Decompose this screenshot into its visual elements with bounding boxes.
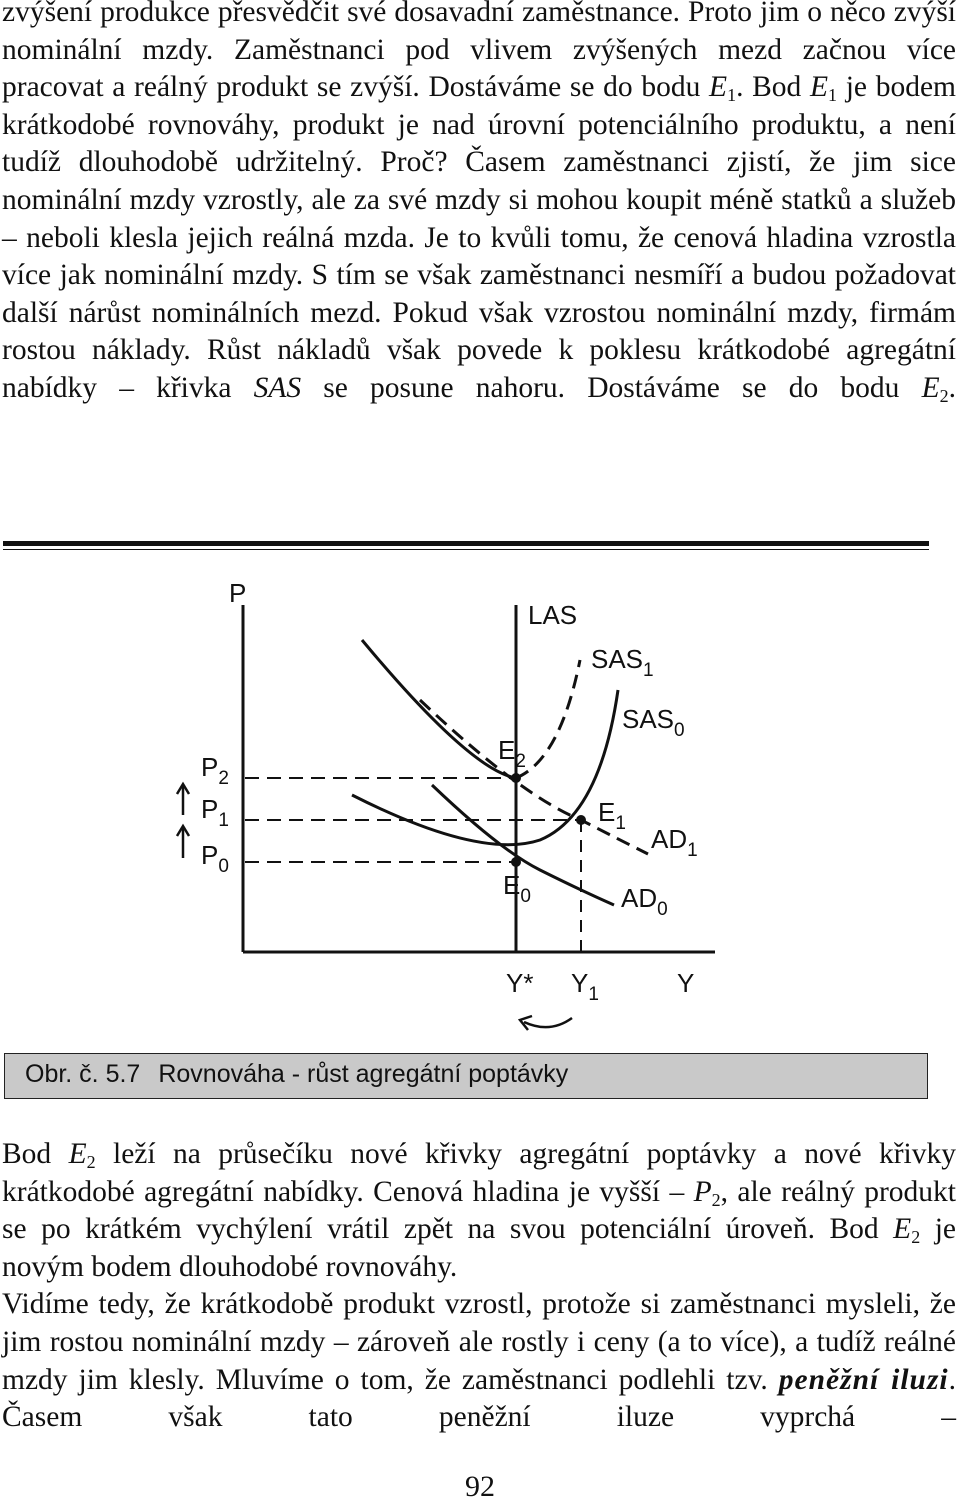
e2-point [511, 773, 521, 783]
e0-label: $E_0$ [503, 870, 531, 907]
e1-point [576, 815, 586, 825]
p1-label: $P_1$ [201, 794, 229, 831]
p0-label: $P_0$ [201, 840, 229, 877]
e0-point [511, 857, 521, 867]
symbol-sas: SAS [253, 371, 302, 404]
text-run: je novým bodem dlouhodobé rovnováhy. [2, 1213, 956, 1283]
paragraph-bottom-2 [2, 1286, 956, 1436]
sas1-curve [362, 640, 516, 778]
figure-top-rule-thin [3, 549, 929, 550]
text-run: . Bod [736, 71, 810, 104]
subscript: 1 [828, 85, 838, 106]
ad1-label: $AD_1$ [651, 824, 698, 861]
subscript: 1 [727, 85, 737, 106]
figure-top-rule [3, 541, 929, 546]
symbol-e2: E [921, 371, 940, 404]
arrow-up-icon [177, 784, 189, 815]
paragraph-top-text [2, 0, 956, 408]
text-run: . [948, 371, 956, 404]
caption-title: Rovnováha - růst agregátní poptávky [158, 1060, 569, 1088]
subscript: 2 [86, 1152, 96, 1172]
symbol-e2: E [893, 1213, 912, 1246]
text-run: . Časem však tato peněžní iluze vyprchá – [2, 1363, 957, 1434]
text-run: Bod [2, 1138, 69, 1170]
sas0-label: $SAS_0$ [622, 704, 685, 741]
text-run: , ale reálný produkt se po krátkém vychýlení vrátil zpět na svou potenciální úroveň. Bod [2, 1175, 956, 1246]
text-run: leží na průsečíku nové křivky agregátní poptávky a nové křivky krátkodobé agregátní nabídky. Cenová hladina je vyšší – [2, 1138, 956, 1208]
ad-as-diagram [0, 560, 960, 1060]
paragraph-top [2, 0, 956, 408]
e1-label: $E_1$ [598, 797, 626, 834]
page-number: 92 [465, 1470, 495, 1503]
p2-label: $P_2$ [201, 752, 229, 789]
symbol-e1: E [810, 71, 829, 104]
p-axis-label: P [229, 578, 247, 608]
subscript: 2 [711, 1189, 721, 1210]
figure-caption [4, 1053, 928, 1099]
subscript: 2 [911, 1227, 921, 1248]
symbol-p2: P [693, 1175, 712, 1208]
sas1-label: $SAS_1$ [591, 644, 654, 681]
text-run: se posune nahoru. Dostáváme se do bodu [301, 371, 922, 404]
emphasis-term: peněžní iluzi [778, 1363, 949, 1396]
y1-label: $Y_1$ [571, 968, 599, 1005]
ystar-label: Y* [506, 968, 534, 998]
symbol-e1: E [709, 71, 728, 104]
paragraph-bottom [2, 1136, 956, 1437]
return-arrow-icon [520, 1016, 572, 1030]
subscript: 2 [939, 385, 949, 406]
y-axis-label: Y [677, 968, 695, 998]
text-run: zvýšení produkce přesvědčit své dosavadní zaměstnance. Proto jim o něco zvýší nominální mzdy. Zaměstnanci pod vlivem zvýšených mezd začnou více pracovat a reálný produkt se zvýší. Dostáváme se do bodu [2, 0, 956, 104]
e2-label: $E_2$ [498, 735, 526, 772]
symbol-e2: E [68, 1138, 87, 1170]
text-run: Vidíme tedy, že krátkodobě produkt vzrostl, protože si zaměstnanci mysleli, že jim rostou nominální mzdy – zároveň ale rostly i ceny (a to více), a tudíž reálné mzdy jim klesly. Mluvíme o tom, že zaměstnanci podlehli tzv. [2, 1288, 956, 1396]
caption-text [25, 1060, 568, 1089]
caption-number: Obr. č. 5.7 [25, 1060, 141, 1088]
paragraph-bottom-1 [2, 1136, 956, 1286]
ad0-label: $AD_0$ [621, 883, 668, 920]
las-label: LAS [528, 600, 578, 630]
arrow-up-icon [177, 826, 189, 858]
text-run: je bodem krátkodobé rovnováhy, produkt je nad úrovní potenciálního produktu, a není tudíž dlouhodobě udržitelný. Proč? Časem zaměstnanci zjistí, že jim sice nominální mzdy vzrostly, ale za své mzdy si mohou koupit méně statků a služeb – neboli klesla jejich reálná mzda. Je to kvůli tomu, že cenová hladina vzrostla více jak nominální mzdy. S tím se však zaměstnanci nesmíří a budou požadovat další nárůst nominálních mezd. Pokud však vzrostou nominální mzdy, firmám rostou náklady. Růst nákladů však povede k poklesu krátkodobé agregátní nabídky – křivka [2, 71, 956, 404]
